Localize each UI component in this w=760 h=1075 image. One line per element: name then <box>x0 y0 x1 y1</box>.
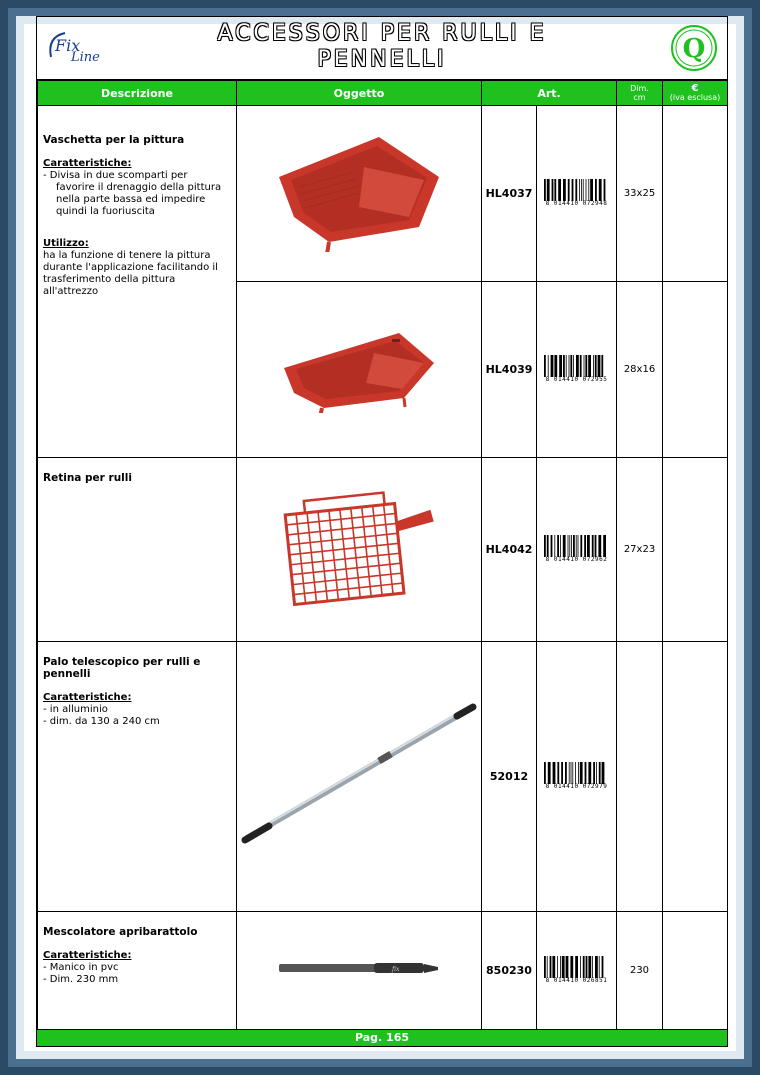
barcode-bar <box>567 179 569 201</box>
barcode-bar <box>591 535 593 557</box>
barcode-bar <box>549 956 551 978</box>
features-label: Caratteristiche: <box>43 158 132 169</box>
dimension <box>617 642 663 912</box>
feature-line: quindi la fuoriuscita <box>56 206 155 217</box>
barcode-bar <box>554 355 557 377</box>
barcode-bars <box>542 535 606 557</box>
product-description-tray <box>38 106 237 458</box>
barcode <box>542 355 612 383</box>
features-label: Caratteristiche: <box>43 950 132 961</box>
barcode-bar <box>559 355 562 377</box>
barcode-number: 8 014410 072955 <box>545 375 608 383</box>
fixline-logo <box>45 27 105 67</box>
usage-line: trasferimento della pittura all'attrezzo <box>43 274 176 297</box>
barcode-number: 8 014410 072962 <box>545 555 608 563</box>
barcode-bar <box>569 535 570 557</box>
barcode-bar <box>584 535 586 557</box>
barcode-cell <box>537 912 617 1030</box>
barcode-bar <box>577 535 578 557</box>
product-image-cell <box>237 912 482 1030</box>
col-price-line1: € <box>691 83 699 94</box>
table-header-row <box>38 81 728 106</box>
barcode-bar <box>592 956 593 978</box>
barcode-cell <box>537 642 617 912</box>
quality-badge-icon <box>669 23 719 73</box>
barcode-bar <box>575 535 576 557</box>
barcode-bar <box>550 535 552 557</box>
feature-line: - Manico in pvc <box>43 962 119 973</box>
barcode-bar <box>547 762 550 784</box>
dimension: 33x25 <box>617 106 663 282</box>
barcode <box>542 179 612 207</box>
barcode-bar <box>544 956 546 978</box>
barcode-number: 8 014410 072948 <box>545 199 608 207</box>
barcode-bar <box>557 762 559 784</box>
barcode-bar <box>598 535 601 557</box>
logo-text-fix: Fix <box>55 36 81 55</box>
barcode-bar <box>562 535 565 557</box>
article-code: 52012 <box>482 642 537 912</box>
barcode-bar <box>594 355 596 377</box>
col-art: Art. <box>482 81 617 106</box>
barcode-bar <box>595 179 597 201</box>
barcode-bar <box>572 762 573 784</box>
barcode-bar <box>588 956 591 978</box>
price-cell <box>663 642 728 912</box>
barcode-bar <box>588 355 591 377</box>
barcode-bars <box>542 956 606 978</box>
col-dim-line1: Dim. <box>630 84 649 93</box>
barcode-bar <box>585 179 586 201</box>
telescopic-pole-image <box>239 700 479 850</box>
product-title-line1: Palo telescopico per rulli e <box>43 656 201 668</box>
title-line-1: ACCESSORI PER RULLI E <box>217 21 547 46</box>
product-image-cell <box>237 642 482 912</box>
barcode-bar <box>587 535 590 557</box>
barcode-bar <box>579 179 580 201</box>
barcode-bar <box>552 956 555 978</box>
barcode-number: 8 014410 072979 <box>545 782 608 790</box>
barcode <box>542 535 612 563</box>
barcode-bar <box>561 956 564 978</box>
barcode-bar <box>563 355 565 377</box>
col-dim <box>617 81 663 106</box>
barcode-bar <box>571 179 573 201</box>
barcode-bar <box>546 956 547 978</box>
barcode-bar <box>594 535 596 557</box>
dimension: 230 <box>617 912 663 1030</box>
feature-line: - in alluminio <box>43 704 108 715</box>
table-row <box>38 106 728 282</box>
barcode-bars <box>542 762 606 784</box>
paint-tray-small-image <box>274 323 444 413</box>
barcode-bar <box>601 355 603 377</box>
dimension: 27x23 <box>617 458 663 642</box>
price-cell <box>663 106 728 282</box>
barcode-bar <box>565 956 568 978</box>
article-code: 850230 <box>482 912 537 1030</box>
barcode-bar <box>590 179 593 201</box>
barcode-bar <box>560 956 561 978</box>
barcode-bar <box>544 179 546 201</box>
title-line-2: PENNELLI <box>317 47 447 72</box>
barcode-bar <box>547 355 548 377</box>
barcode-bar <box>579 762 582 784</box>
page-title <box>137 21 627 73</box>
paint-tray-image <box>269 132 449 252</box>
dimension: 28x16 <box>617 282 663 458</box>
barcode-bar <box>575 762 576 784</box>
barcode-cell <box>537 106 617 282</box>
col-dim-line2: cm <box>633 93 646 102</box>
product-description-pole <box>38 642 237 912</box>
barcode-bar <box>544 762 546 784</box>
page-number: Pag. 165 <box>37 1030 727 1046</box>
product-title: Vaschetta per la pittura <box>43 134 185 146</box>
barcode-bar <box>584 762 586 784</box>
barcode-bar <box>560 535 561 557</box>
barcode-bars <box>542 355 606 377</box>
barcode-bar <box>582 179 583 201</box>
barcode-bar <box>563 179 566 201</box>
barcode-bar <box>567 535 568 557</box>
barcode <box>542 762 612 790</box>
barcode-bar <box>550 355 553 377</box>
feature-line: favorire il drenaggio della pittura <box>56 182 222 193</box>
barcode-bar <box>603 179 605 201</box>
features-label: Caratteristiche: <box>43 692 132 703</box>
article-code: HL4039 <box>482 282 537 458</box>
feature-line: - Dim. 230 mm <box>43 974 119 985</box>
barcode-bar <box>554 179 556 201</box>
logo-text-line: Line <box>71 50 100 65</box>
col-price <box>663 81 728 106</box>
col-oggetto: Oggetto <box>237 81 482 106</box>
product-image-cell <box>237 458 482 642</box>
barcode-bar <box>582 956 584 978</box>
product-table <box>37 80 728 1030</box>
barcode-bar <box>565 762 567 784</box>
product-title: Retina per rulli <box>43 472 132 484</box>
col-price-line2: (iva esclusa) <box>669 93 721 102</box>
barcode-bar <box>588 762 591 784</box>
barcode-bar <box>593 762 595 784</box>
barcode-bar <box>558 179 561 201</box>
barcode-bar <box>583 355 584 377</box>
barcode-bar <box>593 355 594 377</box>
barcode-bar <box>575 956 578 978</box>
usage-line: durante l'applicazione facilitando il <box>43 262 218 273</box>
usage-line: ha la funzione di tenere la pittura <box>43 250 211 261</box>
page-header <box>37 17 727 80</box>
product-description-grid <box>38 458 237 642</box>
barcode-bar <box>601 956 603 978</box>
barcode-bar <box>571 535 572 557</box>
barcode-bar <box>575 179 577 201</box>
barcode-cell <box>537 282 617 458</box>
barcode-bar <box>565 355 566 377</box>
barcode-bar <box>557 956 558 978</box>
feature-line: nella parte bassa ed impedire <box>56 194 206 205</box>
article-code: HL4042 <box>482 458 537 642</box>
barcode-bar <box>554 535 555 557</box>
barcode-bar <box>598 956 599 978</box>
price-cell <box>663 458 728 642</box>
barcode-bar <box>546 535 548 557</box>
barcode-bar <box>595 956 598 978</box>
roller-grid-image <box>274 488 444 608</box>
barcode-bar <box>568 762 569 784</box>
table-row <box>38 642 728 912</box>
barcode-bar <box>570 956 573 978</box>
table-row <box>38 912 728 1030</box>
barcode-bar <box>552 762 555 784</box>
barcode-bar <box>603 535 606 557</box>
badge-letter: Q <box>682 34 706 64</box>
barcode-bar <box>573 355 574 377</box>
barcode-bar <box>588 179 589 201</box>
feature-line: - dim. da 130 a 240 cm <box>43 716 160 727</box>
can-opener-mixer-image <box>274 954 444 984</box>
product-image-cell <box>237 282 482 458</box>
catalog-sheet <box>36 16 728 1047</box>
price-cell <box>663 912 728 1030</box>
barcode-bar <box>585 956 587 978</box>
barcode-bar <box>579 355 581 377</box>
barcode-bar <box>544 535 546 557</box>
barcode-bar <box>573 535 575 557</box>
barcode-bar <box>570 355 572 377</box>
price-cell <box>663 282 728 458</box>
barcode-bar <box>551 179 553 201</box>
col-descrizione: Descrizione <box>38 81 237 106</box>
barcode-bar <box>580 956 581 978</box>
barcode-bar <box>570 762 571 784</box>
barcode-bar <box>580 535 582 557</box>
barcode-bar <box>557 535 559 557</box>
barcode-bar <box>598 179 601 201</box>
product-title: Mescolatore apribarattolo <box>43 926 198 938</box>
barcode-bar <box>561 762 563 784</box>
product-title-line2: pennelli <box>43 668 91 680</box>
product-image-cell <box>237 106 482 282</box>
barcode-bar <box>578 762 579 784</box>
product-description-mixer <box>38 912 237 1030</box>
usage-label: Utilizzo: <box>43 238 89 249</box>
barcode-bar <box>601 762 604 784</box>
barcode-bar <box>585 355 587 377</box>
barcode-bar <box>597 355 600 377</box>
table-row <box>38 458 728 642</box>
catalog-page <box>24 21 736 1051</box>
feature-line: - Divisa in due scomparti per <box>43 170 188 181</box>
barcode-number: 8 014410 026851 <box>545 976 608 984</box>
mixer-brand-mark: fix <box>392 965 400 973</box>
product-title <box>43 656 232 680</box>
barcode <box>542 956 612 984</box>
barcode-bar <box>544 355 546 377</box>
barcode-bar <box>581 179 582 201</box>
barcode-bar <box>576 355 579 377</box>
barcode-bar <box>568 355 569 377</box>
barcode-bar <box>546 179 549 201</box>
barcode-bar <box>598 762 600 784</box>
barcode-bars <box>542 179 606 201</box>
article-code: HL4037 <box>482 106 537 282</box>
barcode-bar <box>596 762 597 784</box>
barcode-cell <box>537 458 617 642</box>
